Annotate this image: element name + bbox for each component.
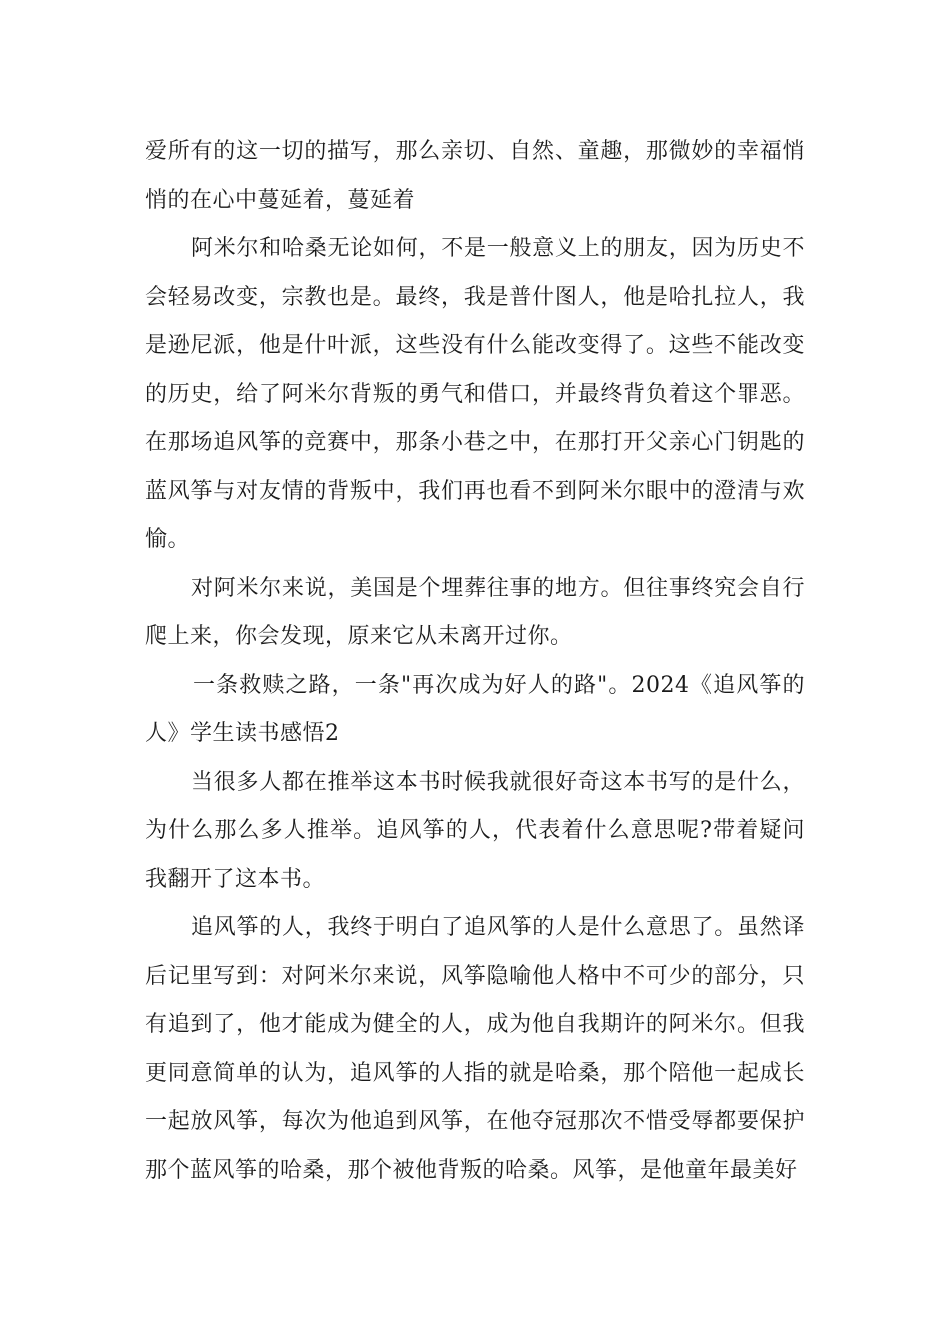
paragraph-continued: 爱所有的这一切的描写，那么亲切、自然、童趣，那微妙的幸福悄悄的在心中蔓延着，蔓延着: [145, 139, 805, 213]
paragraph-section-heading: 一条救赎之路，一条"再次成为好人的路"。2024《追风筝的人》学生读书感悟2: [145, 672, 805, 746]
paragraph-curiosity: 当很多人都在推举这本书时候我就很好奇这本书写的是什么，为什么那么多人推举。追风筝的人，代表着什么意思呢?带着疑问我翻开了这本书。: [145, 769, 805, 892]
paragraph-america: 对阿米尔来说，美国是个埋葬往事的地方。但往事终究会自行爬上来，你会发现，原来它从未离开过你。: [145, 575, 805, 649]
document-body: [145, 128, 805, 1195]
paragraph-amir-hassan: 阿米尔和哈桑无论如何，不是一般意义上的朋友，因为历史不会轻易改变，宗教也是。最终，我是普什图人，他是哈扎拉人，我是逊尼派，他是什叶派，这些没有什么能改变得了。这些不能改变的历史，给了阿米尔背叛的勇气和借口，并最终背负着这个罪恶。在那场追风筝的竞赛中，那条小巷之中，在那打开父亲心门钥匙的蓝风筝与对友情的背叛中，我们再也看不到阿米尔眼中的澄清与欢愉。: [145, 236, 805, 552]
paragraph-kite-runner-meaning: 追风筝的人，我终于明白了追风筝的人是什么意思了。虽然译后记里写到：对阿米尔来说，风筝隐喻他人格中不可少的部分，只有追到了，他才能成为健全的人，成为他自我期许的阿米尔。但我更同意简单的认为，追风筝的人指的就是哈桑，那个陪他一起成长一起放风筝，每次为他追到风筝，在他夺冠那次不惜受辱都要保护那个蓝风筝的哈桑，那个被他背叛的哈桑。风筝，是他童年最美好: [145, 915, 805, 1183]
